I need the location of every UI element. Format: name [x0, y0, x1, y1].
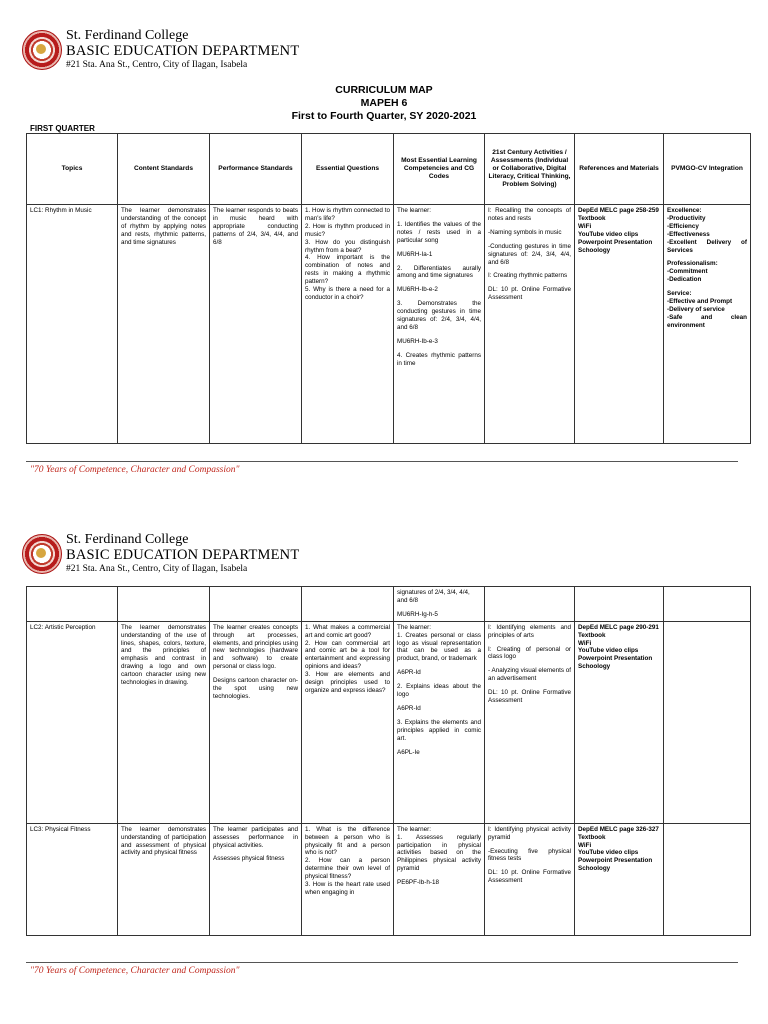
- value-item: -Effective and Prompt: [667, 298, 733, 306]
- department-name: BASIC EDUCATION DEPARTMENT: [66, 547, 300, 563]
- college-seal-icon: [22, 30, 62, 70]
- melc-cell: [394, 823, 485, 935]
- school-name: St. Ferdinand College: [66, 28, 189, 43]
- empty-cell: [118, 587, 210, 622]
- activities-cell: [485, 621, 575, 823]
- col-21st-century: 21st Century Activities / Assessments (Individual or Collaborative, Digital Literacy, Critical Thinking, Problem Solving): [485, 134, 575, 205]
- quarter-label: FIRST QUARTER: [30, 124, 95, 133]
- empty-cell: [664, 587, 751, 622]
- performance-text: The learner participates and assesses performance in physical activities.: [213, 825, 298, 849]
- reference: Textbook: [578, 214, 606, 222]
- reference: YouTube video clips: [578, 230, 639, 238]
- references-cell: [575, 621, 664, 823]
- reference: WiFi: [578, 639, 592, 647]
- page-1: [0, 0, 768, 490]
- melc-line: 1. Assesses regularly participation in physical activities based on the Philippines physical activity pyramid: [397, 833, 481, 873]
- melc-line: 4. Creates rhythmic patterns in time: [397, 351, 481, 367]
- essential-questions-cell: [302, 823, 394, 935]
- activity: -Executing five physical fitness tests: [488, 847, 571, 863]
- cg-code: A6PR-Id: [397, 669, 421, 677]
- activities-cell: [485, 205, 575, 444]
- content-standard-cell: The learner demonstrates understanding of the use of lines, shapes, colors, texture, and the principles of emphasis and contrast in drawing a logo and own cartoon character using new technologies in drawing.: [118, 621, 210, 823]
- document-subject: MAPEH 6: [360, 97, 408, 109]
- references-cell: [575, 823, 664, 935]
- empty-cell: [485, 587, 575, 622]
- value-item: -Efficiency: [667, 222, 699, 230]
- cg-code: MU6RH-Ia-1: [397, 250, 433, 258]
- performance-text: The learner creates concepts through art processes, elements, and principles using new technologies (hardware and software) to create personal or class logo.: [213, 623, 298, 671]
- page-2: [0, 510, 768, 1024]
- document-title: CURRICULUM MAP: [335, 84, 433, 96]
- empty-cell: [210, 587, 302, 622]
- table-row: [27, 205, 751, 444]
- activity: -Naming symbols in music: [488, 228, 562, 236]
- header-row: [27, 134, 751, 205]
- reference: DepEd MELC page 326-327: [578, 825, 659, 833]
- melc-cell: [394, 205, 485, 444]
- value-item: -Excellent Delivery of Services: [667, 238, 747, 254]
- activity: - Analyzing visual elements of an advertisement: [488, 667, 571, 683]
- activity: -Conducting gestures in time signatures of: 2/4, 3/4, 4/4, and 6/8: [488, 242, 571, 266]
- activity: I: Creating of personal or class logo: [488, 645, 571, 661]
- melc-cell: [394, 621, 485, 823]
- empty-cell: [27, 587, 118, 622]
- melc-line: The learner:: [397, 207, 431, 214]
- table-row: [27, 823, 751, 935]
- performance-standard-cell: [210, 823, 302, 935]
- question: 1. What is the difference between a person who is physically fit and a person who is not?: [305, 825, 390, 857]
- reference: Powerpoint Presentation: [578, 655, 653, 663]
- melc-line: 2. Differentiates aurally among and time signatures: [397, 264, 481, 280]
- col-melc: Most Essential Learning Competencies and CG Codes: [394, 134, 485, 205]
- pvmgo-cell: [664, 205, 751, 444]
- reference: Schoology: [578, 663, 611, 671]
- document-period: First to Fourth Quarter, SY 2020-2021: [291, 110, 477, 122]
- table-row: [27, 587, 751, 622]
- question: 3. How is the heart rate used when engaging in: [305, 881, 390, 896]
- col-essential-questions: Essential Questions: [302, 134, 394, 205]
- melc-line: The learner:: [397, 623, 431, 631]
- cg-code: MU6RH-Ib-e-2: [397, 286, 438, 294]
- question: 1. What makes a commercial art and comic art good?: [305, 623, 390, 639]
- question: 4. How important is the combination of notes and rests in making a rhythmic pattern?: [305, 254, 390, 286]
- value-heading: Excellence:: [667, 207, 702, 214]
- reference: Textbook: [578, 631, 606, 639]
- school-address: #21 Sta. Ana St., Centro, City of Ilagan, Isabela: [66, 60, 248, 70]
- reference: YouTube video clips: [578, 849, 639, 857]
- curriculum-table-continued: [26, 586, 751, 936]
- value-heading: Professionalism:: [667, 260, 718, 268]
- reference: DepEd MELC page 290-291: [578, 623, 659, 631]
- question: 2. How is rhythm produced in music?: [305, 222, 390, 238]
- value-item: -Delivery of service: [667, 305, 725, 313]
- col-references: References and Materials: [575, 134, 664, 205]
- reference: WiFi: [578, 222, 592, 230]
- footer-motto: "70 Years of Competence, Character and Compassion": [30, 966, 240, 976]
- question: 3. How are elements and design principles used to organize and express ideas?: [305, 671, 390, 694]
- table-row: [27, 621, 751, 823]
- reference: Schoology: [578, 865, 611, 873]
- reference: DepEd MELC page 258-259: [578, 207, 659, 214]
- cg-code: PE6PF-Ib-h-18: [397, 879, 439, 887]
- question: 5. Why is there a need for a conductor in a choir?: [305, 286, 390, 301]
- question: 2. How can commercial art and comic art be a tool for entertainment and expressing opinions and ideas?: [305, 639, 390, 671]
- letterhead: [22, 28, 422, 74]
- cg-code: MU6RH-Ib-e-3: [397, 337, 438, 345]
- footer-divider: [26, 962, 738, 963]
- cg-code: A6PL-Ie: [397, 748, 420, 756]
- footer-motto: "70 Years of Competence, Character and Compassion": [30, 465, 240, 475]
- activity: I: Identifying physical activity pyramid: [488, 825, 571, 841]
- question: 1. How is rhythm connected to man's life?: [305, 207, 390, 222]
- activity: DL: 10 pt. Online Formative Assessment: [488, 286, 571, 302]
- reference: Textbook: [578, 833, 606, 841]
- curriculum-table: [26, 133, 751, 444]
- activities-cell: [485, 823, 575, 935]
- col-topics: Topics: [27, 134, 118, 205]
- melc-cell: [394, 587, 485, 622]
- melc-line: The learner:: [397, 825, 431, 833]
- content-standard-cell: The learner demonstrates understanding of the concept of rhythm by applying notes and rests, rhythmic patterns, and time signatures: [118, 205, 210, 444]
- reference: WiFi: [578, 841, 592, 849]
- reference: Powerpoint Presentation: [578, 238, 653, 246]
- content-standard-cell: The learner demonstrates understanding of participation and assessment of physical activity and physical fitness: [118, 823, 210, 935]
- value-item: -Commitment: [667, 268, 708, 276]
- topic-cell: LC3: Physical Fitness: [27, 823, 118, 935]
- empty-cell: [302, 587, 394, 622]
- activity: I: Identifying elements and principles of arts: [488, 623, 571, 639]
- references-cell: [575, 205, 664, 444]
- melc-line: 2. Explains ideas about the logo: [397, 683, 481, 699]
- school-name: St. Ferdinand College: [66, 532, 189, 547]
- footer-divider: [26, 461, 738, 462]
- activity: DL: 10 pt. Online Formative Assessment: [488, 869, 571, 885]
- col-content-standards: Content Standards: [118, 134, 210, 205]
- performance-standard-cell: [210, 621, 302, 823]
- activity: I: Creating rhythmic patterns: [488, 272, 568, 280]
- reference: Powerpoint Presentation: [578, 857, 653, 865]
- melc-line: 3. Explains the elements and principles applied in comic art.: [397, 718, 481, 742]
- reference: YouTube video clips: [578, 647, 639, 655]
- topic-cell: LC1: Rhythm in Music: [27, 205, 118, 444]
- value-heading: Service:: [667, 290, 692, 298]
- col-pvmgo: PVMGO-CV Integration: [664, 134, 751, 205]
- essential-questions-cell: [302, 205, 394, 444]
- melc-line: signatures of 2/4, 3/4, 4/4, and 6/8: [397, 589, 470, 604]
- performance-text: Assesses physical fitness: [213, 855, 285, 863]
- department-name: BASIC EDUCATION DEPARTMENT: [66, 43, 300, 59]
- question: 3. How do you distinguish rhythm from a beat?: [305, 238, 390, 254]
- topic-cell: LC2: Artistic Perception: [27, 621, 118, 823]
- melc-line: 3. Demonstrates the conducting gestures in time signatures of: 2/4, 3/4, 4/4, and 6/8: [397, 300, 481, 331]
- letterhead: [22, 532, 422, 578]
- activity: DL: 10 pt. Online Formative Assessment: [488, 689, 571, 705]
- performance-text: Designs cartoon character on-the spot using new technologies.: [213, 677, 298, 700]
- empty-cell: [575, 587, 664, 622]
- performance-standard-cell: The learner responds to beats in music heard with appropriate conducting patterns of 2/4, 3/4, 4/4, and 6/8: [210, 205, 302, 444]
- melc-line: 1. Identifies the values of the notes / rests used in a particular song: [397, 220, 481, 244]
- college-seal-icon: [22, 534, 62, 574]
- essential-questions-cell: [302, 621, 394, 823]
- cg-code: MU6RH-Ig-h-5: [397, 610, 438, 618]
- melc-line: 1. Creates personal or class logo as visual representation that can be used as a product, brand, or trademark: [397, 631, 481, 663]
- empty-cell: [664, 823, 751, 935]
- school-address: #21 Sta. Ana St., Centro, City of Ilagan, Isabela: [66, 564, 248, 574]
- value-item: -Effectiveness: [667, 230, 710, 238]
- activity: I: Recalling the concepts of notes and rests: [488, 207, 571, 222]
- question: 2. How can a person determine their own level of physical fitness?: [305, 857, 390, 881]
- value-item: -Safe and clean environment: [667, 313, 747, 329]
- value-item: -Dedication: [667, 276, 702, 284]
- empty-cell: [664, 621, 751, 823]
- col-performance-standards: Performance Standards: [210, 134, 302, 205]
- value-item: -Productivity: [667, 214, 706, 222]
- cg-code: A6PR-Id: [397, 704, 421, 712]
- reference: Schoology: [578, 246, 611, 254]
